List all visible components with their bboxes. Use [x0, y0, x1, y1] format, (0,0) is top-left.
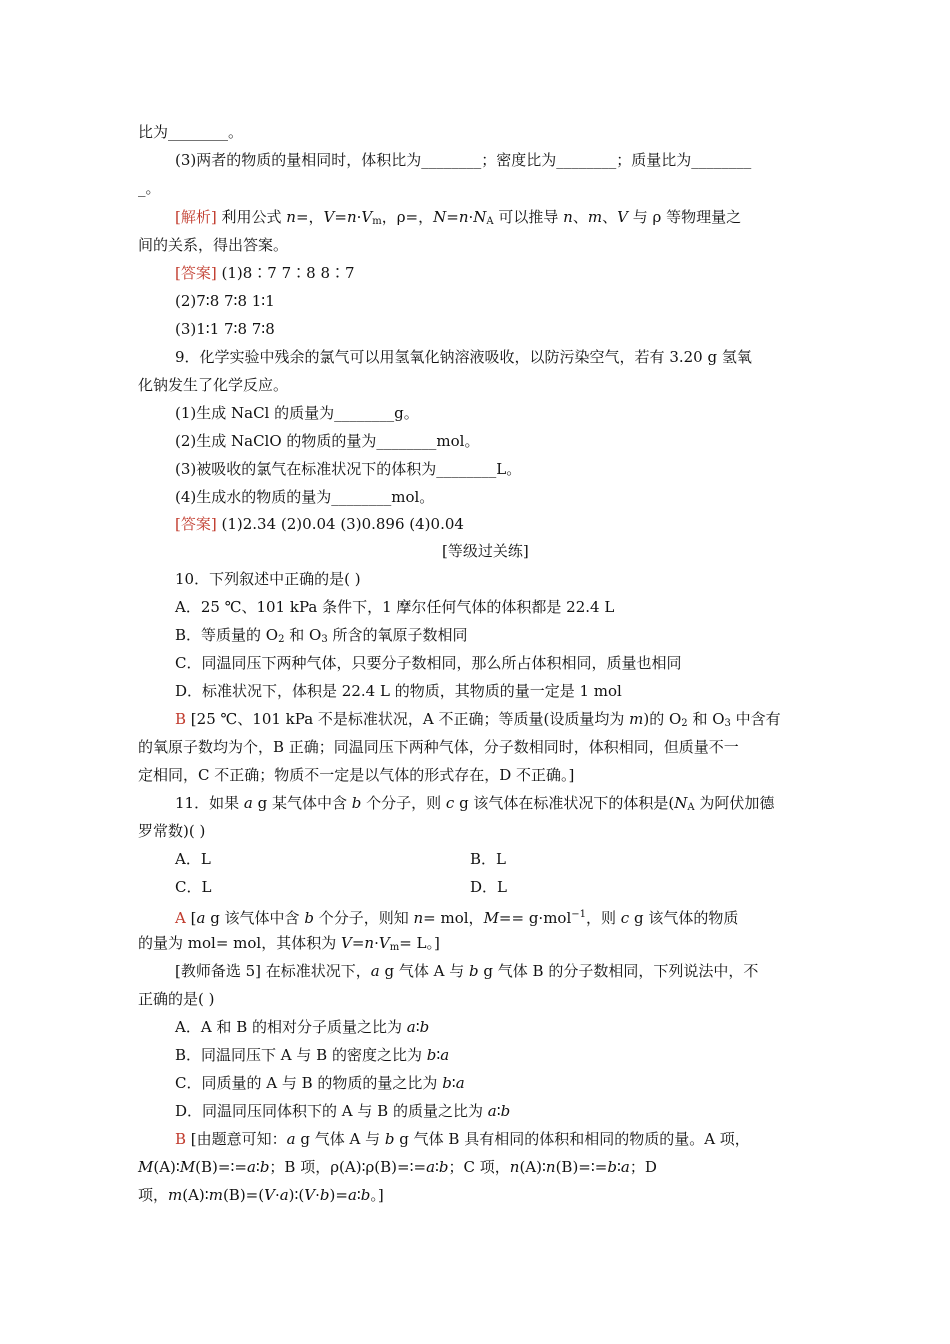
- text-segment: a: [487, 1102, 497, 1120]
- text-line: [138, 235, 288, 255]
- text-line: [175, 431, 479, 451]
- text-segment: 化钠发生了化学反应。: [138, 376, 289, 394]
- text-segment: A: [486, 216, 494, 227]
- text-segment: m: [389, 942, 400, 953]
- text-segment: ·: [274, 1186, 280, 1204]
- text-line: [175, 207, 741, 232]
- text-segment: D．同温同压同体积下的 A 与 B 的质量之比为: [175, 1102, 488, 1120]
- text-segment: = L。]: [399, 934, 440, 952]
- text-line: [175, 403, 419, 423]
- text-segment: ∶: [435, 1158, 439, 1176]
- text-segment: ∶: [415, 1018, 420, 1036]
- text-segment: b: [500, 1102, 511, 1120]
- text-segment: B．同温同压下 A 与 B 的密度之比为: [175, 1046, 427, 1064]
- text-segment: N: [433, 208, 447, 226]
- text-segment: [: [185, 909, 197, 927]
- text-segment: A．25 ℃、101 kPa 条件下，1 摩尔任何气体的体积都是 22.4 L: [175, 598, 615, 616]
- text-line: [138, 122, 243, 142]
- text-segment: (3)1∶1 7∶8 7∶8: [175, 320, 275, 338]
- text-segment: g 该气体在标准状况下的体积是(: [454, 794, 675, 812]
- text-segment: a: [196, 909, 206, 927]
- text-segment: g 气体 B 具有相同的体积和相同的物质的量。A 项，: [394, 1130, 750, 1148]
- text-line: [175, 487, 434, 507]
- text-segment: 和 O: [284, 626, 322, 644]
- text-segment: V: [304, 1186, 316, 1204]
- text-segment: g 气体 A 与: [379, 962, 470, 980]
- text-segment: a: [406, 1018, 416, 1036]
- text-segment: 为阿伏加德: [694, 794, 775, 812]
- answer-tag: B: [175, 1130, 187, 1148]
- text-segment: 间的关系，得出答案。: [138, 236, 289, 254]
- text-segment: a: [455, 1074, 465, 1092]
- text-line: [175, 263, 355, 283]
- text-segment: n: [364, 934, 375, 952]
- text-segment: A．A 和 B 的相对分子质量之比为: [175, 1018, 407, 1036]
- text-line: [138, 1157, 657, 1177]
- text-segment: ；D: [629, 1158, 657, 1176]
- text-segment: (3)两者的物质的量相同时，体积比为________；密度比为________；质量比为________: [175, 151, 752, 169]
- text-segment: a: [426, 1158, 436, 1176]
- text-segment: b: [419, 1018, 430, 1036]
- text-line: [175, 319, 275, 339]
- text-segment: n: [545, 1158, 556, 1176]
- text-segment: 3: [724, 718, 731, 729]
- text-segment: ·: [468, 208, 474, 226]
- text-segment: b: [607, 1158, 617, 1176]
- text-segment: 中含有: [730, 710, 781, 728]
- text-segment: V: [378, 934, 390, 952]
- text-segment: B．等质量的 O: [175, 626, 279, 644]
- answer-tag: A: [175, 909, 186, 927]
- text-segment: A: [687, 802, 695, 813]
- text-segment: n: [286, 208, 296, 226]
- text-line: [175, 625, 467, 650]
- text-segment: M: [138, 1158, 154, 1176]
- text-segment: (4)生成水的物质的量为________mol。: [175, 488, 435, 506]
- answer-tag: B: [175, 710, 187, 728]
- text-segment: =: [446, 208, 459, 226]
- text-segment: a: [246, 1158, 256, 1176]
- text-segment: b: [438, 1158, 449, 1176]
- text-segment: V: [617, 208, 628, 226]
- text-segment: 罗常数)( ): [138, 822, 206, 840]
- text-segment: =: [334, 208, 347, 226]
- text-segment: a: [243, 794, 253, 812]
- text-segment: 比为________。: [138, 123, 244, 141]
- text-line: [138, 178, 161, 198]
- text-line: [175, 709, 781, 734]
- text-segment: a: [440, 1046, 450, 1064]
- text-line: [175, 877, 211, 897]
- text-line: [175, 1017, 429, 1037]
- answer-tag: [答案]: [175, 515, 217, 533]
- text-segment: 定相同，C 不正确；物质不一定是以气体的形式存在，D 不正确。]: [138, 766, 575, 784]
- text-segment: m: [587, 208, 603, 226]
- text-segment: g 气体 A 与: [295, 1130, 385, 1148]
- text-segment: c: [445, 794, 455, 812]
- text-segment: 3: [321, 634, 328, 645]
- answer-tag: [解析]: [175, 208, 217, 226]
- text-segment: ∶: [451, 1074, 456, 1092]
- text-line: [175, 849, 211, 869]
- text-segment: N: [473, 208, 487, 226]
- text-segment: (2)7∶8 7∶8 1∶1: [175, 292, 275, 310]
- text-segment: D．标准状况下，体积是 22.4 L 的物质，其物质的量一定是 1 mol: [175, 682, 622, 700]
- text-segment: b: [384, 1130, 395, 1148]
- text-segment: )=: [329, 1186, 348, 1204]
- text-segment: a: [347, 1186, 357, 1204]
- text-line: [138, 765, 574, 785]
- text-segment: 10．下列叙述中正确的是( ): [175, 570, 361, 588]
- text-line: [175, 569, 361, 589]
- text-segment: 的量为 mol= mol，其体积为: [138, 934, 341, 952]
- text-segment: (A)∶: [519, 1158, 546, 1176]
- text-segment: a: [279, 1186, 289, 1204]
- text-segment: (2)生成 NaClO 的物质的量为________mol。: [175, 432, 480, 450]
- text-segment: n: [509, 1158, 520, 1176]
- text-line: [175, 514, 464, 534]
- text-segment: 和 O: [687, 710, 725, 728]
- text-segment: −1: [571, 909, 586, 920]
- text-segment: C．同温同压下两种气体，只要分子数相同，那么所占体积相同，质量也相同: [175, 654, 682, 672]
- text-line: [442, 541, 529, 561]
- text-segment: 项，: [138, 1186, 169, 1204]
- text-segment: ∶: [255, 1158, 260, 1176]
- text-segment: 9．化学实验中残余的氯气可以用氢氧化钠溶液吸收，以防污染空气，若有 3.20 g 氢氧: [175, 348, 752, 366]
- text-line: [175, 905, 738, 928]
- text-segment: ·: [374, 934, 379, 952]
- text-segment: V: [323, 208, 335, 226]
- text-segment: _。: [138, 179, 161, 197]
- text-line: [175, 793, 774, 818]
- text-segment: ·: [356, 208, 362, 226]
- text-line: [138, 989, 214, 1009]
- text-line: [175, 291, 275, 311]
- text-segment: ·: [315, 1186, 320, 1204]
- text-segment: 的氧原子数均为个，B 正确；同温同压下两种气体，分子数相同时，体积相同，但质量不一: [138, 738, 739, 756]
- text-segment: b: [442, 1074, 452, 1092]
- text-segment: N: [674, 794, 688, 812]
- text-segment: b: [360, 1186, 371, 1204]
- text-line: [175, 653, 681, 673]
- text-line: [175, 1129, 750, 1149]
- text-line: [175, 1045, 449, 1065]
- text-segment: ∶: [496, 1102, 501, 1120]
- text-segment: ∶: [436, 1046, 441, 1064]
- text-segment: (B)=∶=: [195, 1158, 247, 1176]
- text-segment: n: [346, 208, 357, 226]
- text-segment: b: [351, 794, 362, 812]
- text-segment: 。]: [370, 1186, 384, 1204]
- text-segment: ，ρ=，: [381, 208, 434, 226]
- text-segment: g 某气体中含: [252, 794, 352, 812]
- text-segment: 2: [278, 634, 285, 645]
- text-segment: M: [179, 1158, 196, 1176]
- text-line: [138, 375, 288, 395]
- text-segment: 利用公式: [216, 208, 287, 226]
- text-segment: (A)∶: [182, 1186, 209, 1204]
- text-segment: ；C 项，: [448, 1158, 510, 1176]
- text-segment: 、: [602, 208, 618, 226]
- text-segment: )的 O: [643, 710, 682, 728]
- text-segment: m: [168, 1186, 183, 1204]
- text-segment: g 该气体的物质: [629, 909, 739, 927]
- text-segment: n: [413, 909, 424, 927]
- text-segment: m: [629, 710, 644, 728]
- text-segment: b: [426, 1046, 437, 1064]
- text-segment: V: [361, 208, 373, 226]
- text-segment: V: [340, 934, 352, 952]
- text-segment: a: [620, 1158, 630, 1176]
- text-segment: =: [351, 934, 365, 952]
- text-segment: C．同质量的 A 与 B 的物质的量之比为: [175, 1074, 443, 1092]
- text-segment: = mol，: [423, 909, 484, 927]
- text-line: [175, 1073, 465, 1093]
- text-segment: =，: [295, 208, 324, 226]
- text-segment: m: [372, 216, 382, 227]
- text-segment: 与 ρ 等物理量之: [627, 208, 742, 226]
- text-line: [138, 933, 440, 958]
- text-segment: 11．如果: [175, 794, 244, 812]
- text-line: [175, 459, 521, 479]
- text-line: [138, 1185, 384, 1205]
- text-segment: )∶(: [288, 1186, 305, 1204]
- text-segment: 个分子，则: [361, 794, 446, 812]
- text-segment: b: [319, 1186, 330, 1204]
- text-segment: n: [458, 208, 469, 226]
- text-segment: M: [483, 909, 499, 927]
- text-line: [138, 821, 205, 841]
- text-line: [175, 1101, 510, 1121]
- text-segment: [25 ℃、101 kPa 不是标准状况，A 不正确；等质量(设质量均为: [186, 710, 630, 728]
- text-segment: (B)=∶=: [555, 1158, 608, 1176]
- text-segment: a: [286, 1130, 296, 1148]
- text-segment: c: [620, 909, 630, 927]
- text-segment: 正确的是( ): [138, 990, 215, 1008]
- text-segment: (B)=(: [222, 1186, 265, 1204]
- text-line: [175, 347, 752, 367]
- text-segment: V: [264, 1186, 275, 1204]
- text-segment: (A)∶: [153, 1158, 180, 1176]
- text-line: [175, 961, 758, 981]
- text-segment: b: [259, 1158, 270, 1176]
- text-segment: m: [208, 1186, 223, 1204]
- text-line: [470, 849, 506, 869]
- text-segment: [教师备选 5] 在标准状况下，: [175, 962, 371, 980]
- text-line: [470, 877, 507, 897]
- text-segment: B．L: [470, 850, 506, 868]
- text-segment: 所含的氧原子数相同: [327, 626, 468, 644]
- text-segment: (1)8∶7 7∶8 8∶7: [216, 264, 355, 282]
- text-line: [175, 681, 622, 701]
- text-segment: a: [370, 962, 380, 980]
- text-segment: g 该气体中含: [205, 909, 305, 927]
- text-segment: ，则: [586, 909, 621, 927]
- text-line: [175, 597, 614, 617]
- text-segment: C．L: [175, 878, 212, 896]
- text-segment: ；B 项，ρ(A)∶ρ(B)=∶=: [269, 1158, 427, 1176]
- text-segment: 2: [681, 718, 688, 729]
- text-segment: ∶: [616, 1158, 621, 1176]
- text-segment: b: [469, 962, 479, 980]
- answer-tag: [答案]: [175, 264, 217, 282]
- text-segment: A．L: [175, 850, 211, 868]
- text-segment: ∶: [356, 1186, 361, 1204]
- text-segment: g 气体 B 的分子数相同，下列说法中，不: [478, 962, 759, 980]
- text-segment: n: [563, 208, 573, 226]
- text-segment: 个分子，则知: [313, 909, 414, 927]
- text-segment: 可以推导: [493, 208, 564, 226]
- text-segment: (1)2.34 (2)0.04 (3)0.896 (4)0.04: [216, 515, 464, 533]
- text-line: [175, 150, 751, 170]
- text-segment: == g·mol: [498, 909, 572, 927]
- text-segment: (3)被吸收的氯气在标准状况下的体积为________L。: [175, 460, 522, 478]
- text-segment: b: [304, 909, 314, 927]
- text-segment: (1)生成 NaCl 的质量为________g。: [175, 404, 419, 422]
- text-segment: D．L: [470, 878, 507, 896]
- text-segment: 、: [572, 208, 588, 226]
- text-segment: [由题意可知：: [186, 1130, 287, 1148]
- text-segment: [等级过关练]: [442, 542, 529, 560]
- text-line: [138, 737, 739, 757]
